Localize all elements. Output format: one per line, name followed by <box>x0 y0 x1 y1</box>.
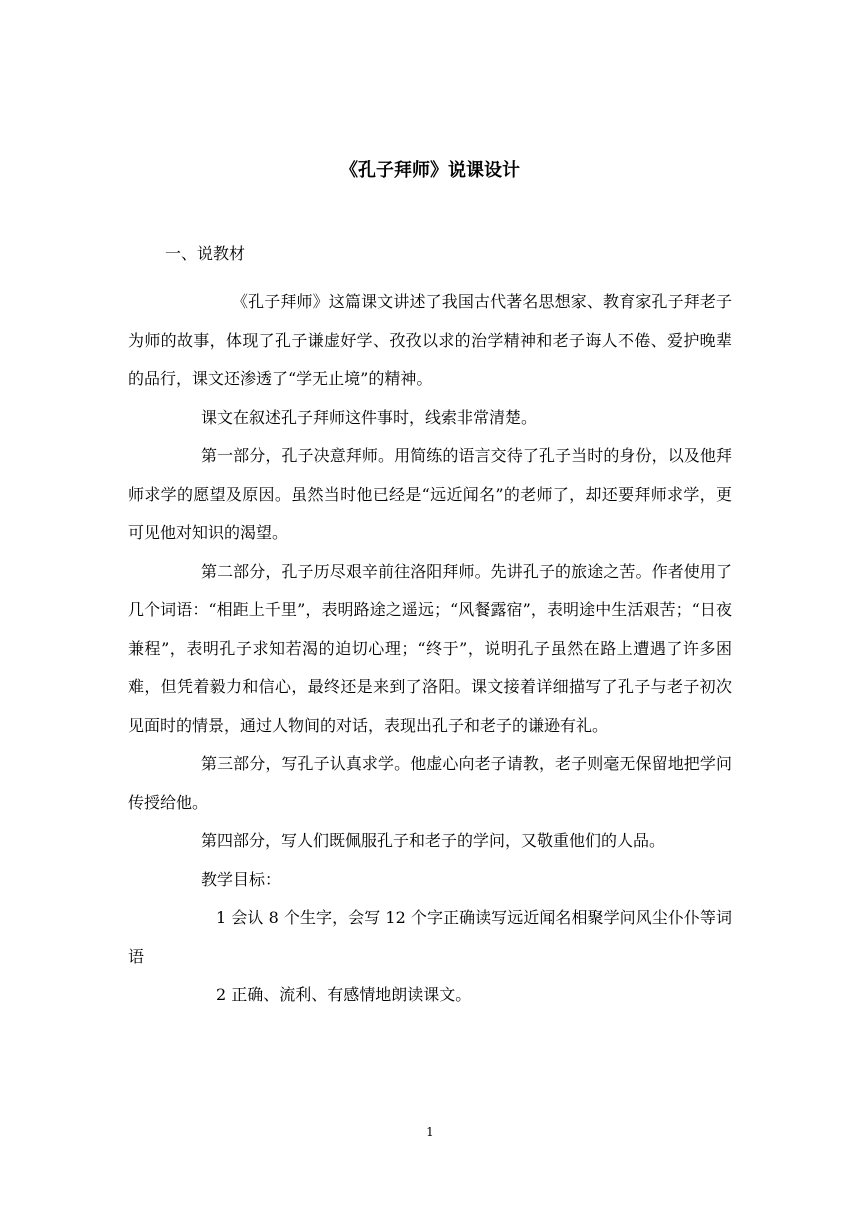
paragraph-part-four: 第四部分，写人们既佩服孔子和老子的学问，又敬重他们的人品。 <box>201 831 666 850</box>
section-heading: 一、说教材 <box>165 244 246 263</box>
objective-item-2: 2 正确、流利、有感情地朗读课文。 <box>216 985 472 1004</box>
page-number: 1 <box>426 1125 434 1139</box>
objective-item-1: 1 会认 8 个生字，会写 12 个字正确读写远近闻名相聚学问风尘仆仆等词语 <box>128 908 732 966</box>
paragraph-part-two: 第二部分，孔子历尽艰辛前往洛阳拜师。先讲孔子的旅途之苦。作者使用了几个词语：“相距上千里”，表明路途之遥远；“风餐露宿”，表明途中生活艰苦；“日夜兼程”，表明孔子求知若渴的迫切心理；“终于”，说明孔子虽然在路上遭遇了许多困难，但凭着毅力和信心，最终还是来到了洛阳。课文接着详细描写了孔子与老子初次见面时的情景，通过人物间的对话，表现出孔子和老子的谦逊有礼。 <box>128 561 732 735</box>
paragraph-clue: 课文在叙述孔子拜师这件事时，线索非常清楚。 <box>201 407 538 427</box>
document-title: 《孔子拜师》说课设计 <box>340 160 520 181</box>
paragraph-intro: 《孔子拜师》这篇课文讲述了我国古代著名思想家、教育家孔子拜老子为师的故事，体现了孔子谦虚好学、孜孜以求的治学精神和老子诲人不倦、爱护晚辈的品行，课文还渗透了“学无止境”的精神。 <box>128 292 732 388</box>
document-body <box>128 283 732 1015</box>
paragraph-part-three: 第三部分，写孔子认真求学。他虚心向老子请教，老子则毫无保留地把学问传授给他。 <box>128 754 732 812</box>
paragraph-objectives-heading: 教学目标： <box>201 869 282 889</box>
paragraph-part-one: 第一部分，孔子决意拜师。用简练的语言交待了孔子当时的身份，以及他拜师求学的愿望及原因。虽然当时他已经是“远近闻名”的老师了，却还要拜师求学，更可见他对知识的渴望。 <box>128 446 732 542</box>
